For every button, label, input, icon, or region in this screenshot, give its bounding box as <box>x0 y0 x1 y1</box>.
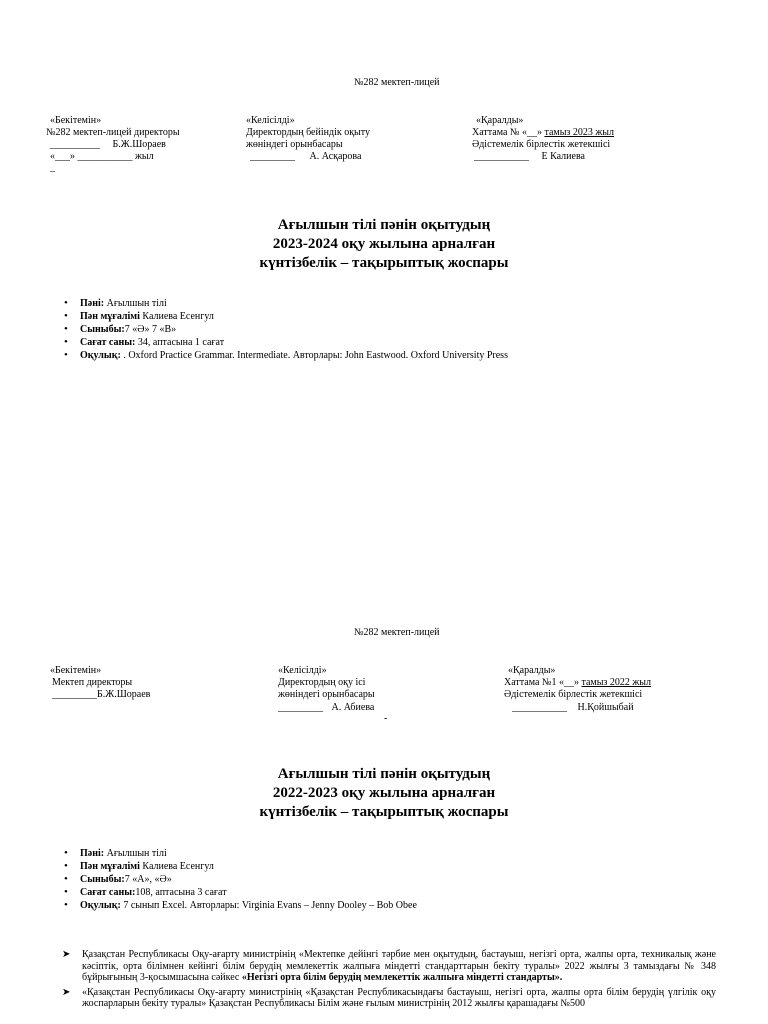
info-class: • Сыныбы:7 «А», «Ә» <box>62 873 417 886</box>
agreed-position: Директордың бейіндік оқыту <box>246 127 371 138</box>
approved-date-extra: _ <box>50 162 55 173</box>
signature-blank: ___________ <box>512 702 567 713</box>
approved-signature-line <box>52 689 150 702</box>
plan-title-line3: күнтізбелік – тақырыптық жоспары <box>259 255 509 271</box>
plan-title-line2: 2022-2023 оқу жылына арналған <box>272 785 496 801</box>
info-textbook: • Оқулық: 7 сынып Excel. Авторлары: Virginia Evans – Jenny Dooley – Bob Obee <box>62 899 417 912</box>
reviewed-position: Әдістемелік бірлестік жетекшісі <box>504 689 643 700</box>
approved-position: Мектеп директоры <box>52 677 133 688</box>
reviewed-label: «Қаралды» <box>476 115 524 126</box>
info-hours: • Сағат саны: 34, аптасына 1 сағат <box>62 336 508 349</box>
approved-label: «Бекітемін» <box>50 115 102 126</box>
arrow-bullet-icon: ➤ <box>62 949 71 960</box>
reviewed-label: «Қаралды» <box>508 665 556 676</box>
approved-name: Б.Ж.Шораев <box>112 139 166 150</box>
protocol-prefix: Хаттама № «__» <box>472 127 545 138</box>
reviewed-protocol <box>504 677 651 690</box>
plan-title-line1: Ағылшын тілі пәнін оқытудың <box>277 217 491 233</box>
agreed-name: А. Абиева <box>331 702 375 713</box>
signature-blank: _________ <box>250 151 295 162</box>
info-subject: • Пәні: Ағылшын тілі <box>62 297 508 310</box>
agreed-signature-line <box>250 151 361 164</box>
info-teacher: • Пән мұғалімі Калиева Есенгул <box>62 310 508 323</box>
arrow-bullet-icon: ➤ <box>62 986 71 998</box>
signature-blank: __________ <box>50 139 100 150</box>
reviewed-position: Әдістемелік бірлестік жетекшісі <box>472 139 611 150</box>
agreed-label: «Келісілді» <box>246 115 295 126</box>
agreed-name: А. Асқарова <box>309 151 362 162</box>
signature-blank: ___________ <box>474 151 529 162</box>
course-info-list <box>62 847 417 912</box>
school-name: №282 мектеп-лицей <box>354 627 440 638</box>
reviewed-signature-line <box>474 151 585 164</box>
agreed-label: «Келісілді» <box>278 665 327 676</box>
agreed-position-line2: жөніндегі орынбасары <box>246 139 343 150</box>
protocol-date: тамыз 2023 жыл <box>544 127 614 138</box>
info-class: • Сыныбы:7 «Ә» 7 «В» <box>62 323 508 336</box>
reviewed-protocol <box>472 127 614 140</box>
approved-label: «Бекітемін» <box>50 665 102 676</box>
plan-title-line1: Ағылшын тілі пәнін оқытудың <box>277 766 491 782</box>
approved-date: «___» ___________ жыл <box>50 151 154 162</box>
protocol-date: тамыз 2022 жыл <box>581 677 651 688</box>
info-teacher: • Пән мұғалімі Калиева Есенгул <box>62 860 417 873</box>
agreed-signature-line <box>278 702 374 715</box>
course-info-list <box>62 297 508 362</box>
reviewed-name: Е Калиева <box>541 151 585 162</box>
protocol-prefix: Хаттама №1 «__» <box>504 677 582 688</box>
school-name: №282 мектеп-лицей <box>354 77 440 88</box>
agreed-position: Директордың оқу ісі <box>278 677 366 688</box>
info-subject: • Пәні: Ағылшын тілі <box>62 847 417 860</box>
signature-blank: _________ <box>278 702 323 713</box>
regulation-paragraph-2: ➤ «Қазақстан Республикасы Оқу-ағарту министрінің «Қазақстан Республикасындағы бастауыш, негізгі орта, жалпы орта білім берудің үлгілік оқу жоспарларын бекіту туралы» Қазақстан Республикасы Білім және ғылым министрінің 2012 жылғы қарашадағы №500 <box>62 986 716 1009</box>
plan-title-line2: 2023-2024 оқу жылына арналған <box>272 236 496 252</box>
reviewed-signature-line <box>512 702 634 715</box>
approved-signature-line <box>50 139 166 152</box>
agreed-position-line2: жөніндегі орынбасары <box>278 689 375 700</box>
approved-name: Б.Ж.Шораев <box>97 689 151 700</box>
plan-title-line3: күнтізбелік – тақырыптық жоспары <box>259 804 509 820</box>
regulations-list <box>62 949 716 1013</box>
approved-position: №282 мектеп-лицей директоры <box>46 127 180 138</box>
reviewed-name: Н.Қойшыбай <box>577 702 634 713</box>
info-textbook: • Оқулық: . Oxford Practice Grammar. Intermediate. Авторлары: John Eastwood. Oxford University Press <box>62 349 508 362</box>
regulation-paragraph-1: ➤ Қазақстан Республикасы Оқу-ағарту министрінің «Мектепке дейінгі тәрбие мен оқытудың, бастауыш, негізгі орта, жалпы орта, техникалық және кәсіптік, орта білімнен кейінгі білім берудің мемлекеттік жалпыға міндетті стандарттарын бекіту туралы» 2022 жылғы 3 тамыздағы № 348 бұйрығының 3-қосымшасына сәйкес «Негізгі орта білім берудің мемлекеттік жалпыға міндетті стандарты». <box>62 949 716 983</box>
info-hours: • Сағат саны:108, аптасына 3 сағат <box>62 886 417 899</box>
signature-blank: _________ <box>52 689 97 700</box>
stray-mark: - <box>384 713 388 724</box>
